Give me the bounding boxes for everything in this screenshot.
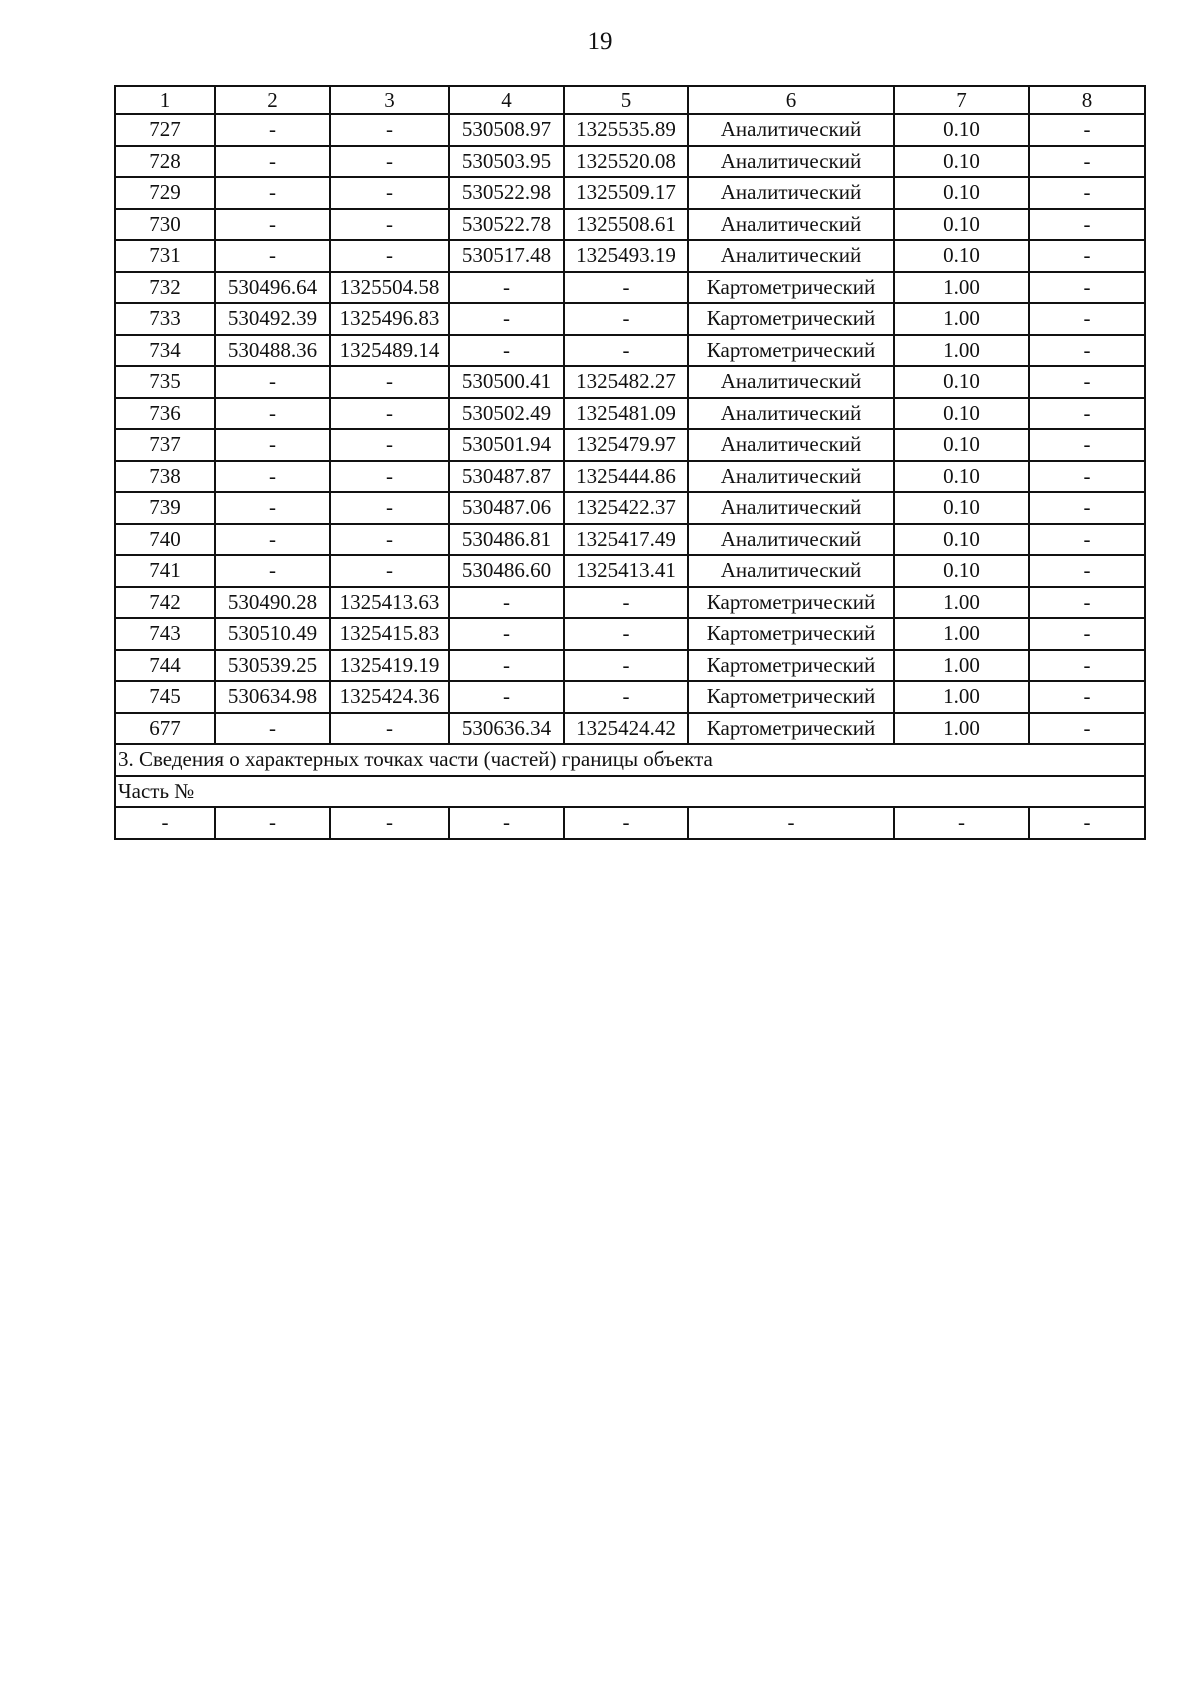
table-cell: 7	[894, 86, 1029, 114]
table-cell: -	[330, 555, 449, 587]
table-cell: 1325496.83	[330, 303, 449, 335]
table-cell: -	[330, 177, 449, 209]
characteristic-points-table	[114, 85, 1146, 840]
table-cell: -	[564, 650, 688, 682]
table-cell: -	[449, 650, 564, 682]
table-row	[115, 650, 1145, 682]
table-cell: -	[894, 807, 1029, 839]
table-cell: 0.10	[894, 366, 1029, 398]
table-cell: 1.00	[894, 587, 1029, 619]
table-cell: 1	[115, 86, 215, 114]
table-row	[115, 114, 1145, 146]
table-cell: -	[449, 587, 564, 619]
table-cell: 530500.41	[449, 366, 564, 398]
table-row	[115, 177, 1145, 209]
table-cell: 530539.25	[215, 650, 330, 682]
table-cell: 530502.49	[449, 398, 564, 430]
table-row	[115, 587, 1145, 619]
table-cell: -	[215, 146, 330, 178]
table-cell: 530501.94	[449, 429, 564, 461]
table-cell: 1.00	[894, 272, 1029, 304]
table-cell: Аналитический	[688, 114, 894, 146]
table-cell: 1325489.14	[330, 335, 449, 367]
table-cell: -	[1029, 209, 1145, 241]
part-label: Часть №	[115, 776, 1145, 808]
table-cell: 1325417.49	[564, 524, 688, 556]
table-cell: 530510.49	[215, 618, 330, 650]
table-cell: 739	[115, 492, 215, 524]
table-row	[115, 681, 1145, 713]
table-cell: -	[1029, 429, 1145, 461]
table-cell: -	[564, 587, 688, 619]
table-cell: 530508.97	[449, 114, 564, 146]
table-cell: 677	[115, 713, 215, 745]
table-cell: 1.00	[894, 681, 1029, 713]
table-cell: -	[330, 146, 449, 178]
table-cell: Аналитический	[688, 429, 894, 461]
table-row	[115, 713, 1145, 745]
table-cell: 1.00	[894, 335, 1029, 367]
table-body	[115, 86, 1145, 839]
table-cell: 0.10	[894, 524, 1029, 556]
table-cell: 733	[115, 303, 215, 335]
table-row	[115, 618, 1145, 650]
table-cell: 530490.28	[215, 587, 330, 619]
table-cell: 1325422.37	[564, 492, 688, 524]
table-cell: 0.10	[894, 555, 1029, 587]
table-cell: 743	[115, 618, 215, 650]
table-cell: -	[1029, 114, 1145, 146]
table-cell: -	[449, 618, 564, 650]
table-cell: Картометрический	[688, 303, 894, 335]
table-cell: Аналитический	[688, 555, 894, 587]
table-cell: -	[215, 366, 330, 398]
table-row	[115, 461, 1145, 493]
table-cell: 1325535.89	[564, 114, 688, 146]
table-cell: 742	[115, 587, 215, 619]
table-cell: -	[1029, 618, 1145, 650]
table-cell: -	[1029, 807, 1145, 839]
table-cell: -	[1029, 524, 1145, 556]
table-row	[115, 272, 1145, 304]
table-cell: Картометрический	[688, 681, 894, 713]
table-cell: 4	[449, 86, 564, 114]
table-row-empty	[115, 807, 1145, 839]
table-cell: -	[449, 272, 564, 304]
table-cell: 1325415.83	[330, 618, 449, 650]
table-cell: 1325444.86	[564, 461, 688, 493]
table-cell: -	[1029, 146, 1145, 178]
table-cell: 1325520.08	[564, 146, 688, 178]
table-cell: -	[1029, 366, 1145, 398]
table-cell: -	[330, 524, 449, 556]
table-cell: 530522.98	[449, 177, 564, 209]
table-row	[115, 303, 1145, 335]
table-cell: 1.00	[894, 618, 1029, 650]
section-title: 3. Сведения о характерных точках части (частей) границы объекта	[115, 744, 1145, 776]
table-row	[115, 335, 1145, 367]
table-cell: 1325504.58	[330, 272, 449, 304]
table-cell: -	[449, 335, 564, 367]
table-cell: 1325479.97	[564, 429, 688, 461]
table-cell: 3	[330, 86, 449, 114]
table-cell: 728	[115, 146, 215, 178]
table-cell: 740	[115, 524, 215, 556]
table-cell: 730	[115, 209, 215, 241]
table-cell: -	[449, 681, 564, 713]
table-cell: 1325482.27	[564, 366, 688, 398]
table-cell: -	[330, 807, 449, 839]
table-cell: Аналитический	[688, 492, 894, 524]
table-cell: 6	[688, 86, 894, 114]
table-cell: -	[330, 713, 449, 745]
table-cell: Картометрический	[688, 587, 894, 619]
table-cell: -	[330, 492, 449, 524]
table-cell: 530488.36	[215, 335, 330, 367]
table-cell: 530487.87	[449, 461, 564, 493]
table-cell: -	[564, 618, 688, 650]
table-cell: Аналитический	[688, 398, 894, 430]
table-cell: -	[564, 272, 688, 304]
table-cell: 732	[115, 272, 215, 304]
page-number: 19	[587, 28, 613, 55]
table-cell: -	[330, 398, 449, 430]
table-cell: Картометрический	[688, 335, 894, 367]
part-label-row	[115, 776, 1145, 808]
table-cell: Аналитический	[688, 366, 894, 398]
table-cell: -	[330, 461, 449, 493]
table-row	[115, 492, 1145, 524]
table-cell: 530503.95	[449, 146, 564, 178]
table-cell: 741	[115, 555, 215, 587]
table-cell: 736	[115, 398, 215, 430]
table-cell: Аналитический	[688, 209, 894, 241]
table-cell: Картометрический	[688, 650, 894, 682]
table-cell: -	[215, 429, 330, 461]
table-cell: -	[215, 398, 330, 430]
table-cell: 729	[115, 177, 215, 209]
table-cell: 0.10	[894, 240, 1029, 272]
table-cell: 5	[564, 86, 688, 114]
table-cell: 530636.34	[449, 713, 564, 745]
table-cell: -	[1029, 240, 1145, 272]
table-cell: 1325419.19	[330, 650, 449, 682]
table-cell: -	[215, 209, 330, 241]
table-cell: 1325481.09	[564, 398, 688, 430]
table-cell: -	[688, 807, 894, 839]
table-cell: -	[330, 209, 449, 241]
table-cell: -	[449, 303, 564, 335]
table-cell: -	[1029, 177, 1145, 209]
table-cell: -	[215, 492, 330, 524]
table-cell: 745	[115, 681, 215, 713]
table-cell: Аналитический	[688, 524, 894, 556]
table-cell: Аналитический	[688, 461, 894, 493]
table-cell: 0.10	[894, 461, 1029, 493]
table-cell: 0.10	[894, 209, 1029, 241]
table-cell: 530486.81	[449, 524, 564, 556]
table-cell: 727	[115, 114, 215, 146]
table-cell: -	[1029, 461, 1145, 493]
table-cell: 0.10	[894, 429, 1029, 461]
table-cell: -	[1029, 398, 1145, 430]
table-cell: 530486.60	[449, 555, 564, 587]
table-cell: 1325413.41	[564, 555, 688, 587]
table-cell: -	[564, 807, 688, 839]
table-cell: 738	[115, 461, 215, 493]
table-row	[115, 240, 1145, 272]
table-cell: 1325413.63	[330, 587, 449, 619]
table-cell: 0.10	[894, 146, 1029, 178]
table-cell: 1325509.17	[564, 177, 688, 209]
table-cell: 1325424.36	[330, 681, 449, 713]
table-cell: -	[330, 429, 449, 461]
table-cell: 1325508.61	[564, 209, 688, 241]
table-cell: -	[1029, 713, 1145, 745]
table-row	[115, 429, 1145, 461]
table-cell: -	[1029, 681, 1145, 713]
table-cell: 731	[115, 240, 215, 272]
table-cell: -	[215, 461, 330, 493]
table-row	[115, 524, 1145, 556]
table-cell: -	[564, 303, 688, 335]
table-row	[115, 209, 1145, 241]
table-cell: -	[215, 713, 330, 745]
table-cell: -	[1029, 272, 1145, 304]
table-cell: -	[1029, 492, 1145, 524]
table-cell: 8	[1029, 86, 1145, 114]
table-cell: 0.10	[894, 398, 1029, 430]
table-cell: 530634.98	[215, 681, 330, 713]
table-cell: -	[564, 335, 688, 367]
table-cell: -	[564, 681, 688, 713]
section-title-row	[115, 744, 1145, 776]
table-cell: 735	[115, 366, 215, 398]
table-cell: 1.00	[894, 303, 1029, 335]
table-cell: -	[1029, 335, 1145, 367]
table-cell: -	[215, 807, 330, 839]
table-cell: -	[115, 807, 215, 839]
table-cell: -	[1029, 587, 1145, 619]
table-cell: 530522.78	[449, 209, 564, 241]
table-row	[115, 146, 1145, 178]
table-cell: -	[215, 524, 330, 556]
table-cell: 0.10	[894, 114, 1029, 146]
table-cell: 530496.64	[215, 272, 330, 304]
table-header-row	[115, 86, 1145, 114]
table-cell: Картометрический	[688, 618, 894, 650]
table-cell: -	[1029, 650, 1145, 682]
table-cell: -	[215, 177, 330, 209]
table-cell: -	[1029, 303, 1145, 335]
table-row	[115, 398, 1145, 430]
table-cell: Аналитический	[688, 240, 894, 272]
table-cell: -	[215, 555, 330, 587]
table-cell: -	[449, 807, 564, 839]
table-cell: 530492.39	[215, 303, 330, 335]
table-cell: 1325493.19	[564, 240, 688, 272]
table-cell: 0.10	[894, 177, 1029, 209]
table-cell: Картометрический	[688, 713, 894, 745]
table-row	[115, 555, 1145, 587]
table-cell: 737	[115, 429, 215, 461]
table-cell: -	[1029, 555, 1145, 587]
table-cell: 0.10	[894, 492, 1029, 524]
table-cell: -	[215, 240, 330, 272]
table-cell: -	[330, 240, 449, 272]
table-row	[115, 366, 1145, 398]
table-cell: 530487.06	[449, 492, 564, 524]
table-cell: Аналитический	[688, 177, 894, 209]
table-cell: 1325424.42	[564, 713, 688, 745]
table-cell: -	[330, 366, 449, 398]
table-cell: Аналитический	[688, 146, 894, 178]
table-cell: 1.00	[894, 713, 1029, 745]
table-cell: 2	[215, 86, 330, 114]
table-cell: Картометрический	[688, 272, 894, 304]
table-cell: 1.00	[894, 650, 1029, 682]
table-cell: -	[215, 114, 330, 146]
table-cell: 530517.48	[449, 240, 564, 272]
table-cell: -	[330, 114, 449, 146]
table-cell: 744	[115, 650, 215, 682]
table-cell: 734	[115, 335, 215, 367]
